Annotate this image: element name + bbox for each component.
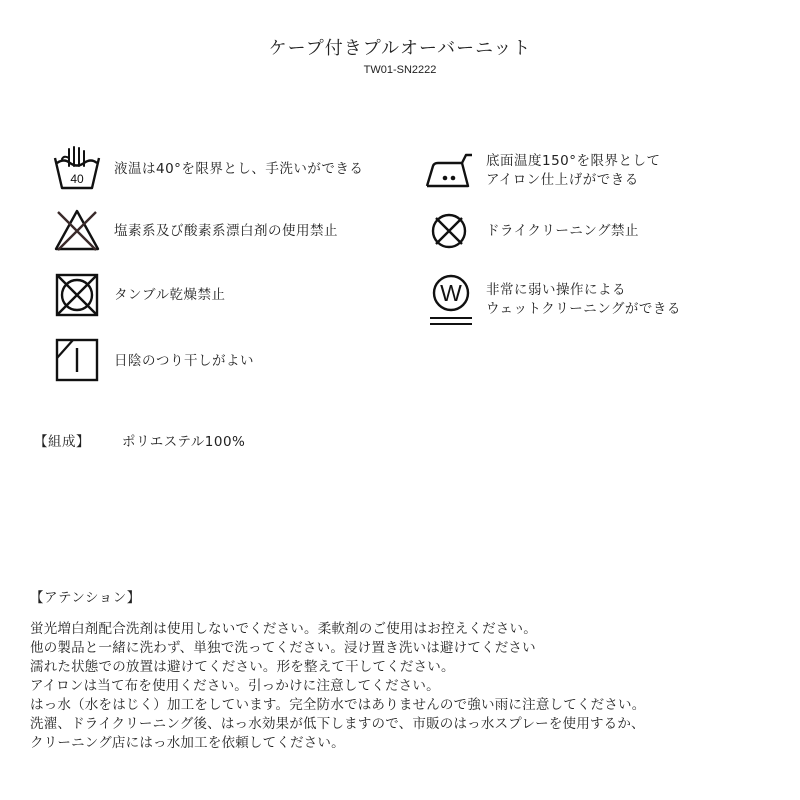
- hand-wash-icon: [52, 144, 102, 194]
- iron-medium-icon: [424, 146, 474, 196]
- attention-line: はっ水（水をはじく）加工をしています。完全防水ではありませんので強い雨に注意してください。: [30, 697, 646, 713]
- care-item-no-bleach: [52, 206, 338, 256]
- care-item-wet-clean: [424, 270, 681, 330]
- care-item-hand-wash: [52, 144, 363, 194]
- attention-line: 他の製品と一緒に洗わず、単独で洗ってください。浸け置き洗いは避けてください: [30, 640, 536, 656]
- care-text: 日陰のつり干しがよい: [114, 352, 254, 369]
- composition-value: ポリエステル100%: [122, 434, 246, 450]
- care-item-iron: [424, 146, 661, 196]
- attention-line: クリーニング店にはっ水加工を依頼してください。: [30, 735, 345, 751]
- attention-line: 蛍光増白剤配合洗剤は使用しないでください。柔軟剤のご使用はお控えください。: [30, 621, 537, 637]
- svg-text:W: W: [440, 280, 462, 306]
- no-dry-clean-icon: [424, 206, 474, 256]
- product-title: ケープ付きプルオーバーニット: [268, 38, 532, 59]
- svg-text:40: 40: [70, 172, 84, 186]
- product-code: TW01-SN2222: [363, 64, 437, 76]
- attention-line: アイロンは当て布を使用ください。引っかけに注意してください。: [30, 678, 440, 694]
- care-item-no-dry-clean: [424, 206, 639, 256]
- care-text: 底面温度150°を限界として アイロン仕上げができる: [486, 153, 661, 188]
- care-text: 塩素系及び酸素系漂白剤の使用禁止: [114, 222, 338, 239]
- care-text: タンブル乾燥禁止: [114, 286, 226, 303]
- care-text: ドライクリーニング禁止: [486, 222, 640, 239]
- care-item-no-tumble-dry: [52, 270, 225, 320]
- care-text: 液温は40°を限界とし、手洗いができる: [114, 160, 364, 177]
- attention-body: [30, 620, 770, 753]
- attention-line: 濡れた状態での放置は避けてください。形を整えて干してください。: [30, 659, 455, 675]
- wet-clean-very-gentle-icon: [424, 270, 474, 330]
- care-text: 非常に弱い操作による ウェットクリーニングができる: [486, 282, 681, 317]
- attention-line: 洗濯、ドライクリーニング後、はっ水効果が低下しますので、市販のはっ水スプレーを使用するか、: [30, 716, 645, 732]
- composition-label: 【組成】: [34, 434, 90, 450]
- attention-heading: 【アテンション】: [30, 590, 141, 606]
- no-tumble-dry-icon: [52, 270, 102, 320]
- care-item-shade-dry: [52, 336, 254, 386]
- shade-line-dry-icon: [52, 336, 102, 386]
- no-bleach-icon: [52, 206, 102, 256]
